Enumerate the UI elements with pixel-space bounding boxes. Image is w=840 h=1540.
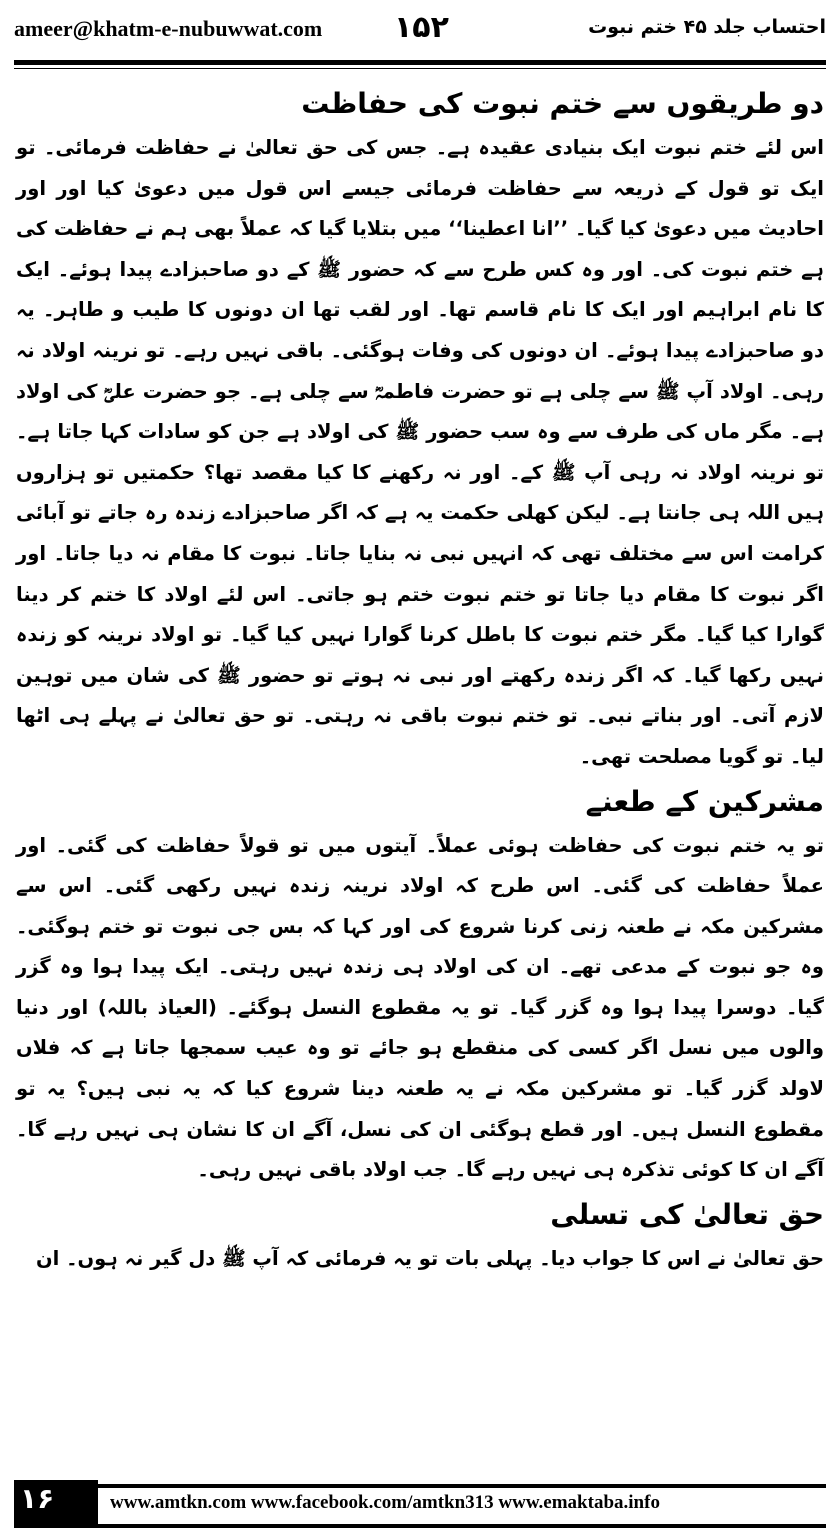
page-header [14, 12, 826, 54]
header-rule-thin [14, 68, 826, 69]
header-book-title: احتساب جلد ۴۵ ختم نبوت [588, 16, 826, 38]
page-body [16, 80, 824, 1470]
footer-rule-top [98, 1484, 826, 1488]
footer-page-badge [14, 1480, 98, 1528]
section-paragraph: اس لئے ختم نبوت ایک بنیادی عقیدہ ہے۔ جس کی حق تعالیٰ نے حفاظت فرمائی۔ تو ایک تو قول کے ذریعہ سے حفاظت فرمائی جیسے اس قول میں دعویٰ کیا اور اور احادیث میں دعویٰ کیا گیا۔ ’’انا اعطینا‘‘ میں بتلایا گیا کہ عملاً بھی ہم نے حفاظت کی ہے ختم نبوت کی۔ اور وہ کس طرح سے کہ حضور ﷺ کے دو صاحبزادے پیدا ہوئے۔ ایک کا نام ابراہیم اور ایک کا نام قاسم تھا۔ اور لقب تھا ان دونوں کا طیب و طاہر۔ یہ دو صاحبزادے پیدا ہوئے۔ ان دونوں کی وفات ہوگئی۔ باقی نہیں رہے۔ تو نرینہ اولاد نہ رہی۔ اولاد آپ ﷺ سے چلی ہے تو حضرت فاطمہؓ سے چلی ہے۔ جو حضرت علیؓ کی اولاد ہے۔ مگر ماں کی طرف سے وہ سب حضور ﷺ کی اولاد ہے جن کو سادات کہا جاتا ہے۔ تو نرینہ اولاد نہ رہی آپ ﷺ کے۔ اور نہ رکھنے کا کیا مقصد تھا؟ حکمتیں تو ہزاروں ہیں اللہ ہی جانتا ہے۔ لیکن کھلی حکمت یہ ہے کہ اگر صاحبزادے زندہ رہ جاتے تو آبائی کرامت اس سے مختلف تھی کہ انہیں نبی نہ بنایا جاتا۔ نبوت کا مقام نہ دیا جاتا۔ اور اگر نبوت کا مقام دیا جاتا تو ختم نبوت ختم ہو جاتی۔ اس لئے اولاد کا ختم کر دینا گوارا کیا گیا۔ مگر ختم نبوت کا باطل کرنا گوارا نہیں کیا گیا۔ تو اولاد نرینہ کو زندہ نہیں رکھا گیا۔ کہ اگر زندہ رکھتے اور نبی نہ ہوتے تو حضور ﷺ کی شان میں توہین لازم آتی۔ اور بناتے نبی۔ تو ختم نبوت باقی نہ رہتی۔ تو حق تعالیٰ نے پہلے ہی اٹھا لیا۔ تو گویا مصلحت تھی۔ [16, 136, 824, 768]
footer-page-number: ۱۶ [20, 1482, 55, 1515]
header-email[interactable]: ameer@khatm-e-nubuwwat.com [14, 16, 323, 41]
page-footer [14, 1480, 826, 1528]
header-rule-thick [14, 60, 826, 65]
header-page-number: ۱۵۲ [394, 10, 449, 45]
section-heading: دو طریقوں سے ختم نبوت کی حفاظت [301, 87, 824, 120]
section-heading: مشرکین کے طعنے [585, 784, 824, 818]
footer-rule-bottom [98, 1524, 826, 1528]
section-paragraph: حق تعالیٰ نے اس کا جواب دیا۔ پہلی بات تو یہ فرمائی کہ آپ ﷺ دل گیر نہ ہوں۔ ان [35, 1246, 824, 1270]
section-paragraph: تو یہ ختم نبوت کی حفاظت ہوئی عملاً۔ آیتوں میں تو قولاً حفاظت کی گئی۔ اور عملاً حفاظت کی گئی۔ اس طرح کہ اولاد نرینہ زندہ نہیں رکھی گئی۔ اس سے مشرکین مکہ نے طعنہ زنی کرنا شروع کی اور کہا کہ بس جی نبوت تو ختم ہوگئی۔ وہ جو نبوت کے مدعی تھے۔ ان کی اولاد ہی زندہ نہیں رہتی۔ ایک پیدا ہوا وہ گزر گیا۔ دوسرا پیدا ہوا وہ گزر گیا۔ تو یہ مقطوع النسل ہوگئے۔ (العیاذ باللہ) اور دنیا والوں میں نسل اگر کسی کی منقطع ہو جائے تو وہ عیب سمجھا جاتا ہے کہ فلاں لاولد گزر گیا۔ تو مشرکین مکہ نے یہ طعنہ دینا شروع کیا کہ یہ نبی ہیں؟ یہ تو مقطوع النسل ہیں۔ اور قطع ہوگئی ان کی نسل، آگے ان کا نشان ہی نہیں رہے گا۔ آگے ان کا کوئی تذکرہ ہی نہیں رہے گا۔ جب اولاد باقی نہیں رہی۔ [16, 833, 824, 1182]
footer-links[interactable]: www.amtkn.com www.facebook.com/amtkn313 www.emaktaba.info [110, 1492, 660, 1513]
section-heading: حق تعالیٰ کی تسلی [550, 1197, 824, 1231]
